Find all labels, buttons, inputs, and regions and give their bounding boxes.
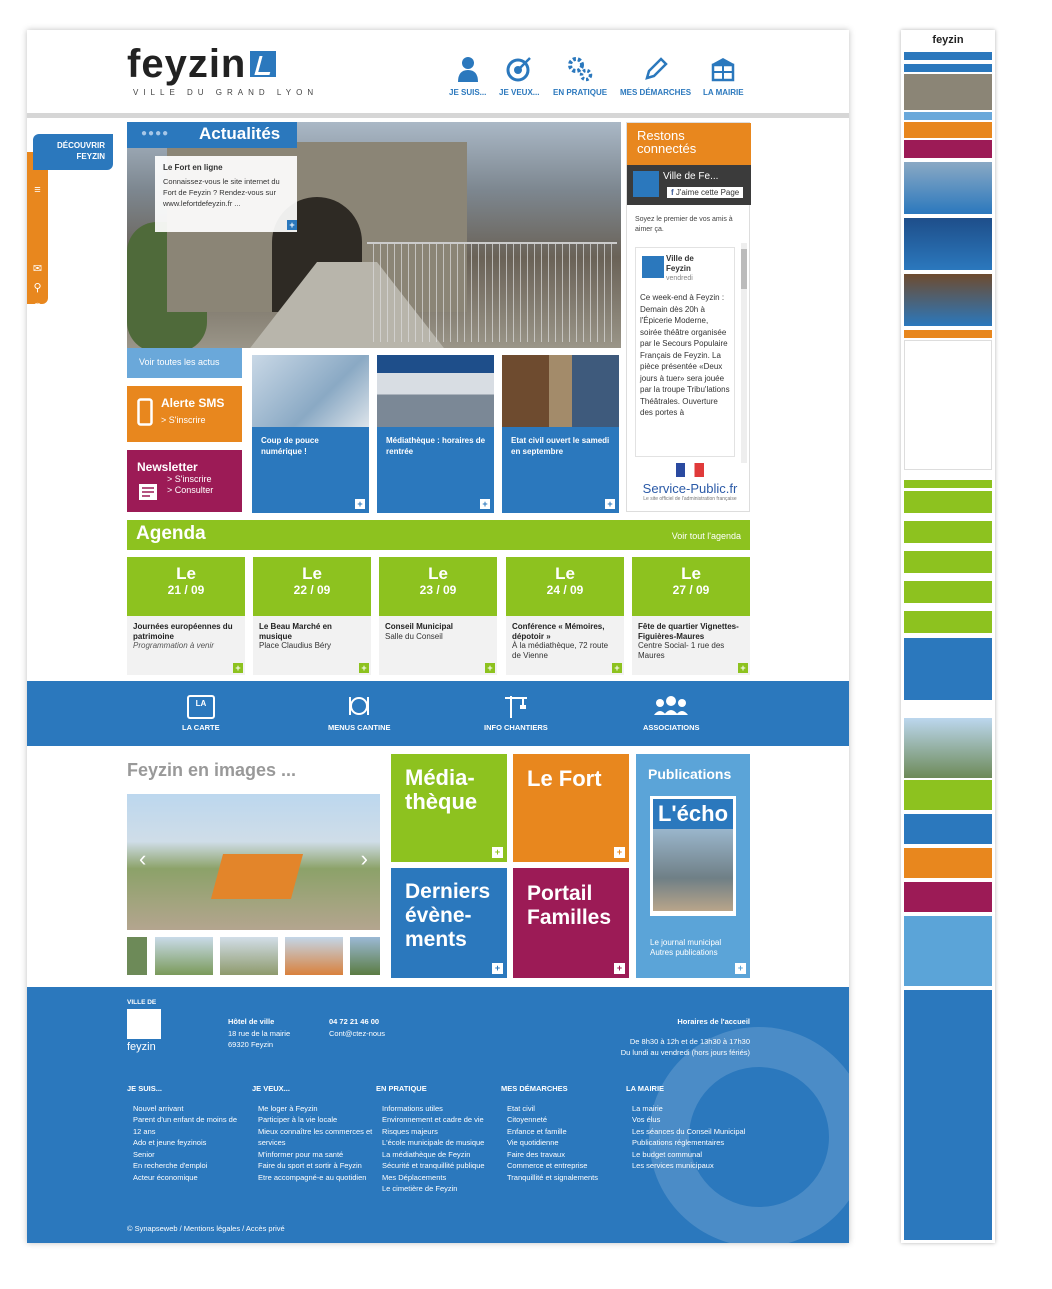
- quicklink-menus-cantine[interactable]: [328, 693, 391, 732]
- social-title-line: connectés: [637, 141, 697, 156]
- event-place: Centre Social- 1 rue des Maures: [638, 641, 725, 660]
- news-featured-box[interactable]: [155, 156, 297, 232]
- mobile-event: [904, 551, 992, 573]
- tile-mediatheque[interactable]: [391, 754, 507, 862]
- mobile-social-title: [904, 330, 992, 338]
- facebook-page-header[interactable]: [627, 165, 751, 205]
- publication-link[interactable]: Autres publications: [650, 948, 718, 957]
- quicklink-label: MENUS CANTINE: [328, 723, 391, 732]
- tile-publications[interactable]: [636, 754, 750, 978]
- mobile-event: [904, 611, 992, 633]
- carousel-thumbnail[interactable]: [220, 937, 278, 975]
- post-author: Ville de: [666, 254, 694, 263]
- facebook-like-button[interactable]: [667, 187, 743, 198]
- logo-mark-icon: [250, 51, 276, 77]
- footer-hours-text: De 8h30 à 12h et de 13h30 à 17h30: [629, 1036, 750, 1046]
- news-tab: [127, 122, 297, 148]
- service-public-name: Service-Public.fr: [642, 481, 738, 496]
- lecho-title: L'écho: [653, 799, 733, 829]
- post-date: vendredi: [666, 275, 693, 282]
- event-day: 27 / 09: [672, 583, 710, 597]
- map-card-icon: [186, 693, 216, 723]
- mobile-newsletter: [904, 140, 992, 158]
- footer-link[interactable]: Le cimetière de Feyzin: [382, 1184, 458, 1193]
- footer-link[interactable]: Informations utiles: [382, 1103, 443, 1113]
- phone-icon: [137, 398, 153, 426]
- nav-label: JE VEUX...: [499, 88, 540, 97]
- publication-link[interactable]: Le journal municipal: [650, 938, 722, 947]
- service-public-link[interactable]: [635, 463, 745, 502]
- footer-link[interactable]: Ado et jeune feyzinois: [133, 1138, 207, 1147]
- footer-link[interactable]: L'école municipale de musique: [382, 1138, 485, 1147]
- discover-label: DÉCOUVRIR: [56, 141, 105, 150]
- footer-logo-top: VILLE DE: [127, 999, 157, 1006]
- facebook-page-name: Ville de Fe...: [663, 171, 719, 182]
- logo-text: feyzin: [127, 42, 247, 86]
- post-text: Ce week-end à Feyzin : Demain dès 20h à l'Épicerie Moderne, soirée théâtre organisée par le Secours Populaire Français de Feyzin. La pièce présentée «Deux jours à tuer» sera jouée par la troupe Tribu'lations Théâtrales. Ouverture des portes à: [640, 293, 730, 417]
- plus-icon[interactable]: +: [605, 499, 615, 509]
- footer-link[interactable]: Etat civil: [507, 1103, 535, 1113]
- nav-mes-demarches[interactable]: [620, 56, 691, 97]
- carousel-thumbnail[interactable]: [155, 937, 213, 975]
- event-date: [253, 557, 371, 616]
- see-all-news-link[interactable]: Voir toutes les actus: [127, 348, 242, 378]
- facebook-like-label: J'aime cette Page: [675, 188, 740, 197]
- sms-alert-box[interactable]: [127, 386, 242, 442]
- footer-link[interactable]: Environnement et cadre de vie: [382, 1115, 484, 1124]
- agenda-event[interactable]: [632, 557, 750, 675]
- event-day: 22 / 09: [293, 583, 331, 597]
- news-card[interactable]: [252, 355, 369, 513]
- mobile-tile: [904, 780, 992, 810]
- facebook-post[interactable]: [635, 247, 735, 457]
- footer-link[interactable]: Mes Déplacements: [382, 1172, 447, 1182]
- event-place: À la médiathèque, 72 route de Vienne: [512, 641, 609, 660]
- pencil-icon: [643, 56, 669, 82]
- footer-link[interactable]: Tranquillité et signalements: [507, 1172, 599, 1182]
- event-date: [127, 557, 245, 616]
- mobile-card: [904, 274, 992, 326]
- svg-text:LA: LA: [195, 699, 207, 708]
- facebook-friends-text: Soyez le premier de vos amis à aimer ça.: [635, 216, 733, 233]
- mobile-tile: [904, 814, 992, 844]
- nav-je-suis[interactable]: [449, 56, 486, 97]
- news-featured-title: Le Fort en ligne: [163, 163, 223, 172]
- playground-shape: [211, 854, 303, 899]
- quicklink-info-chantiers[interactable]: [484, 693, 548, 732]
- newsletter-subscribe-link[interactable]: > S'inscrire: [167, 474, 212, 484]
- footer-address: 69320 Feyzin: [228, 1040, 274, 1049]
- building-icon: [710, 56, 736, 82]
- facebook-icon: f: [671, 188, 674, 197]
- mobile-tile: [904, 916, 992, 986]
- service-public-sub: Le site officiel de l'administration française: [643, 496, 737, 502]
- gears-icon: [567, 56, 593, 82]
- quicklink-label: LA CARTE: [182, 723, 220, 732]
- footer-link[interactable]: Senior: [133, 1149, 155, 1159]
- nav-label: EN PRATIQUE: [553, 88, 608, 97]
- footer-hours-text: Du lundi au vendredi (hors jours fériés): [620, 1048, 750, 1057]
- mobile-preview: [901, 30, 995, 1243]
- quicklinks-band: [27, 681, 849, 746]
- people-icon: [652, 693, 690, 723]
- tile-label: Publications: [648, 766, 732, 782]
- event-title: Journées européennes du patrimoine: [133, 622, 233, 641]
- eye-icon[interactable]: ◉: [32, 301, 43, 313]
- footer-link[interactable]: La mairie: [632, 1103, 663, 1113]
- footer-column: [376, 1083, 500, 1195]
- images-section-title: Feyzin en images ...: [127, 760, 297, 780]
- news-card-image: [502, 355, 619, 427]
- mobile-sms: [904, 122, 992, 138]
- newsletter-consult-link[interactable]: > Consulter: [167, 485, 214, 495]
- nav-je-veux[interactable]: [499, 56, 539, 97]
- site-footer: [27, 987, 849, 1243]
- facebook-scrollbar[interactable]: [741, 243, 747, 463]
- marianne-flag-icon: [676, 463, 704, 477]
- carousel-thumbnail[interactable]: [127, 937, 147, 975]
- footer-logo-icon: [127, 1009, 161, 1039]
- footer-column: [626, 1083, 750, 1172]
- footer-link[interactable]: Nouvel arrivant: [133, 1103, 184, 1113]
- event-title: Conseil Municipal: [385, 622, 454, 631]
- mobile-bar: [904, 52, 992, 60]
- footer-link[interactable]: Faire des travaux: [507, 1149, 565, 1159]
- mobile-logo: feyzin: [932, 34, 964, 46]
- event-le: Le: [176, 564, 196, 583]
- post-author: Feyzin: [666, 264, 691, 273]
- news-card-title: Coup de pouce numérique !: [252, 427, 369, 513]
- tile-le-fort[interactable]: [513, 754, 629, 862]
- social-title: [627, 123, 751, 165]
- footer-link[interactable]: Sécurité et tranquillité publique: [382, 1161, 485, 1170]
- event-date: [379, 557, 497, 616]
- plus-icon[interactable]: +: [492, 963, 503, 974]
- footer-link[interactable]: M'informer pour ma santé: [258, 1149, 344, 1159]
- footer-hours-title: Horaires de l'accueil: [677, 1017, 750, 1026]
- carousel-prev-icon[interactable]: ‹: [139, 846, 147, 871]
- footer-link[interactable]: Enfance et famille: [507, 1126, 567, 1136]
- mobile-quicklinks: [904, 638, 992, 700]
- footer-link[interactable]: Acteur économique: [133, 1172, 198, 1182]
- tile-label: Le Fort: [527, 766, 602, 791]
- quicklink-la-carte[interactable]: [182, 693, 220, 732]
- post-avatar: [642, 256, 664, 278]
- newsletter-title: Newsletter: [137, 460, 198, 474]
- footer-link[interactable]: Publications réglementaires: [632, 1138, 725, 1147]
- agenda-event[interactable]: [506, 557, 624, 675]
- newspaper-icon: [137, 480, 159, 502]
- lecho-cover[interactable]: [650, 796, 736, 916]
- footer-column: [252, 1083, 374, 1183]
- side-toolbar: [27, 152, 48, 313]
- sms-alert-sub: > S'inscrire: [161, 415, 206, 425]
- footer-logo-text: feyzin: [127, 1041, 156, 1053]
- news-card[interactable]: [502, 355, 619, 513]
- event-le: Le: [302, 564, 322, 583]
- agenda-title: Agenda: [136, 523, 206, 544]
- mobile-social: [904, 340, 992, 470]
- footer-hotel-title: Hôtel de ville: [228, 1017, 275, 1026]
- footer-link[interactable]: La médiathèque de Feyzin: [382, 1149, 471, 1159]
- plus-icon[interactable]: +: [614, 963, 625, 974]
- agenda-event[interactable]: [127, 557, 245, 675]
- mobile-event: [904, 521, 992, 543]
- nav-label: LA MAIRIE: [703, 88, 744, 97]
- footer-address: 18 rue de la mairie: [228, 1028, 291, 1038]
- footer-column-title: JE VEUX...: [252, 1084, 290, 1093]
- person-icon: [455, 56, 481, 82]
- quicklink-associations[interactable]: [643, 693, 700, 732]
- news-card-image: [252, 355, 369, 427]
- nav-la-mairie[interactable]: [703, 56, 744, 97]
- mobile-card: [904, 218, 992, 270]
- quicklink-label: INFO CHANTIERS: [484, 723, 548, 732]
- footer-link[interactable]: Mieux connaître les commerces et services: [258, 1126, 373, 1147]
- event-place: Programmation à venir: [133, 641, 214, 650]
- target-icon: [506, 56, 532, 82]
- tile-label: Média-thèque: [405, 765, 478, 814]
- event-title: Conférence « Mémoires, dépotoir »: [512, 622, 605, 641]
- plus-icon[interactable]: +: [480, 499, 490, 509]
- railing-shape: [367, 242, 617, 342]
- site-header: [27, 30, 849, 118]
- mail-icon[interactable]: ✉: [32, 263, 43, 275]
- carousel-dots-icon[interactable]: ●●●●: [141, 128, 170, 139]
- event-place: Salle du Conseil: [385, 631, 443, 641]
- event-title: Fête de quartier Vignettes-Figuières-Maures: [638, 622, 739, 641]
- footer-column: [501, 1083, 623, 1183]
- nav-label: JE SUIS...: [449, 88, 487, 97]
- footer-contact-link[interactable]: Cont@ctez-nous: [329, 1028, 385, 1038]
- social-title-line: Restons: [637, 128, 685, 143]
- news-card-image: [377, 355, 494, 427]
- plus-icon[interactable]: +: [614, 847, 625, 858]
- event-le: Le: [555, 564, 575, 583]
- mobile-tile: [904, 882, 992, 912]
- event-date: [506, 557, 624, 616]
- lecho-photo: [653, 829, 733, 911]
- carousel-next-icon[interactable]: ›: [360, 846, 368, 871]
- event-day: 23 / 09: [419, 583, 457, 597]
- footer-column-title: EN PRATIQUE: [376, 1084, 427, 1093]
- social-panel: [626, 122, 750, 512]
- site-logo[interactable]: [127, 42, 276, 87]
- nav-label: MES DÉMARCHES: [620, 88, 692, 97]
- mobile-news-image: [904, 74, 992, 110]
- nav-en-pratique[interactable]: [553, 56, 607, 97]
- agenda-header: [127, 520, 750, 550]
- footer-column-title: JE SUIS...: [127, 1084, 163, 1093]
- plus-icon[interactable]: +: [612, 663, 622, 673]
- footer-link[interactable]: Risques majeurs: [382, 1126, 438, 1136]
- footer-column: [127, 1083, 247, 1183]
- agenda-event[interactable]: [379, 557, 497, 675]
- news-card[interactable]: [377, 355, 494, 513]
- agenda-event[interactable]: [253, 557, 371, 675]
- agenda-see-all-link[interactable]: Voir tout l'agenda: [671, 531, 741, 541]
- plus-icon[interactable]: +: [355, 499, 365, 509]
- menu-icon[interactable]: ≡: [34, 184, 41, 196]
- plus-icon[interactable]: +: [233, 663, 243, 673]
- plus-icon[interactable]: +: [738, 663, 748, 673]
- desktop-page: [27, 30, 849, 1243]
- footer-column-title: LA MAIRIE: [626, 1084, 665, 1093]
- discover-feyzin-button[interactable]: [33, 134, 113, 170]
- event-le: Le: [428, 564, 448, 583]
- footer-link[interactable]: Les séances du Conseil Municipal: [632, 1126, 746, 1136]
- footer-link[interactable]: Me loger à Feyzin: [258, 1103, 318, 1113]
- plus-icon[interactable]: +: [359, 663, 369, 673]
- mobile-event: [904, 491, 992, 513]
- sms-alert-title: Alerte SMS: [161, 396, 225, 410]
- event-date: [632, 557, 750, 616]
- footer-column-title: MES DÉMARCHES: [501, 1084, 568, 1093]
- news-featured-text: Connaissez-vous le site internet du Fort de Feyzin ? Rendez-vous sur www.lefortdefeyzin.fr ...: [163, 177, 280, 208]
- footer-link[interactable]: Vie quotidienne: [507, 1138, 559, 1147]
- event-place: Place Claudius Béry: [259, 641, 332, 650]
- mobile-carousel: [904, 718, 992, 778]
- quicklink-label: ASSOCIATIONS: [643, 723, 700, 732]
- plus-icon[interactable]: +: [485, 663, 495, 673]
- footer-link[interactable]: Le budget communal: [632, 1149, 703, 1159]
- mobile-see-all: [904, 112, 992, 120]
- footer-link[interactable]: Parent d'un enfant de moins de 12 ans: [133, 1115, 238, 1136]
- news-tab-label: Actualités: [199, 124, 281, 143]
- mobile-footer: [904, 990, 992, 1240]
- footer-link[interactable]: Vos élus: [632, 1115, 661, 1124]
- footer-link[interactable]: En recherche d'emploi: [133, 1161, 208, 1170]
- crane-icon: [503, 693, 529, 723]
- event-day: 21 / 09: [167, 583, 205, 597]
- footer-copyright[interactable]: © Synapseweb / Mentions légales / Accès privé: [127, 1224, 285, 1233]
- mobile-news-tab: [904, 64, 992, 72]
- event-title: Le Beau Marché en musique: [259, 622, 332, 641]
- logo-subtitle: VILLE DU GRAND LYON: [133, 88, 319, 97]
- footer-link[interactable]: Etre accompagné-e au quotidien: [258, 1172, 367, 1182]
- plus-icon[interactable]: +: [492, 847, 503, 858]
- feyzin-avatar: [633, 171, 659, 197]
- carousel-thumbnail[interactable]: [350, 937, 380, 975]
- footer-link[interactable]: Les services municipaux: [632, 1161, 714, 1170]
- news-card-title: Etat civil ouvert le samedi en septembre: [502, 427, 619, 513]
- discover-label: FEYZIN: [76, 152, 105, 161]
- mobile-card: [904, 162, 992, 214]
- tile-label: Portail Familles: [527, 882, 612, 929]
- footer-link[interactable]: Citoyenneté: [507, 1115, 548, 1124]
- footer-link[interactable]: Participer à la vie locale: [258, 1115, 338, 1124]
- plus-icon[interactable]: +: [735, 963, 746, 974]
- news-more-icon[interactable]: +: [287, 220, 297, 230]
- event-le: Le: [681, 564, 701, 583]
- mobile-agenda-title: [904, 480, 992, 488]
- footer-link[interactable]: Faire du sport et sortir à Feyzin: [258, 1161, 362, 1170]
- tile-derniers-evenements[interactable]: [391, 868, 507, 978]
- mobile-event: [904, 581, 992, 603]
- mobile-tile: [904, 848, 992, 878]
- cutlery-icon: [347, 693, 371, 723]
- footer-phone[interactable]: 04 72 21 46 00: [329, 1017, 380, 1026]
- footer-link[interactable]: Commerce et entreprise: [507, 1161, 588, 1170]
- search-icon[interactable]: ⚲: [33, 282, 42, 294]
- tile-label: Derniers évène-ments: [405, 880, 491, 951]
- event-day: 24 / 09: [546, 583, 584, 597]
- newsletter-box[interactable]: [127, 450, 242, 512]
- image-carousel[interactable]: [127, 794, 380, 930]
- news-card-title: Médiathèque : horaires de rentrée: [377, 427, 494, 513]
- tile-portail-familles[interactable]: [513, 868, 629, 978]
- carousel-thumbnail[interactable]: [285, 937, 343, 975]
